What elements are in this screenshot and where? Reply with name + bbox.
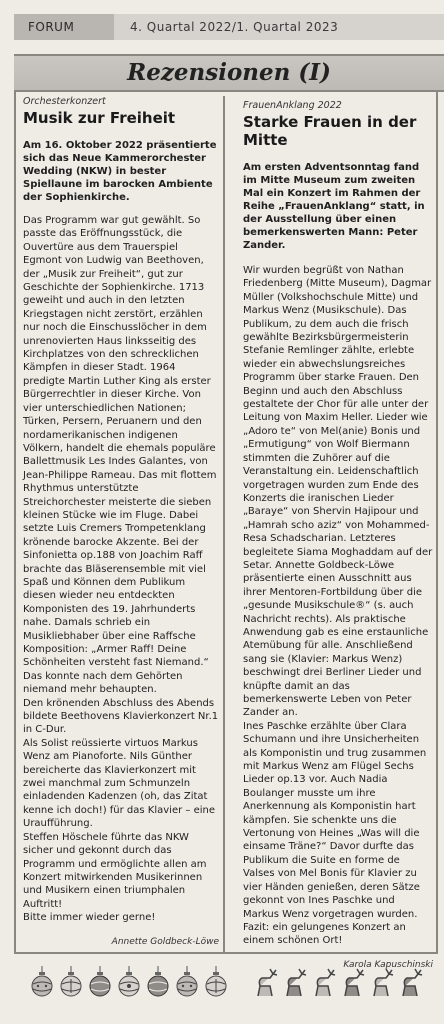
article-lead: Am ersten Adventsonntag fand im Mitte Museum zum zweiten Mal ein Konzert im Rahmen der Reihe „FrauenAnklang“ statt, in der Ausstellung über einen bemerkenswerten Mann: Peter Zander. xyxy=(243,162,425,251)
article-paragraph: Den krönenden Abschluss des Abends bildete Beethovens Klavierkonzert Nr.1 in C-Dur. xyxy=(23,697,219,736)
bauble-icon xyxy=(204,966,228,1000)
article-paragraph: Steffen Höschele führte das NKW sicher und gekonnt durch das Programm und ermöglichte allen am Konzert mitwirkenden Musikerinnen und Musikern einen triumphalen Auftritt! xyxy=(23,831,207,910)
page-header xyxy=(14,14,444,40)
bauble-icon xyxy=(88,966,112,1000)
column-divider xyxy=(223,96,225,954)
bauble-icon xyxy=(146,966,170,1000)
article-lead: Am 16. Oktober 2022 präsentierte sich das Neue Kammerorchester Wedding (NKW) in bester Spiellaune im barocken Ambiente der Sophienkirche. xyxy=(23,140,217,203)
article-paragraph: Wir wurden begrüßt von Nathan Friedenberg (Mitte Museum), Dagmar Müller (Volkshochschule Mitte) und Markus Wenz (Musikschule). Das Publikum, zu dem auch die frisch gewählte Bezirksbürgermeisterin Stefanie Remlinger zählte, erlebte wieder ein abwechslungsreiches Programm über starke Frauen. Den Beginn und auch den Abschluss gestaltete der Chor für alle unter der Leitung von Maxim Heller. Lieder wie „Adoro te“ von Mel(anie) Bonis und „Ermutigung“ von Wolf Biermann stimmten die Zuhörer auf die Veranstaltung ein. Leidenschaftlich vorgetragen wurden zum Ende des Konzerts die iranischen Lieder „Baraye“ von Shervin Hajipour und „Hamrah scho aziz“ von Mohammed-Resa Schadscharian. Letzteres begleitete Siama Moghaddam auf der Setar. Annette Goldbeck-Löwe präsentierte einen Ausschnitt aus ihrer Mentoren-Fortbildung über die „gesunde Musikschule®“ (s. auch Nachricht rechts). Als praktische Anwendung gab es eine erstaunliche Atemübung für alle. Anschließend sang sie (Klavier: Markus Wenz) beschwingt drei Berliner Lieder und knüpfte damit an das bemerkenswerte Leben von Peter Zander an. xyxy=(243,265,433,719)
article-author: Karola Kapuschinski xyxy=(343,959,433,970)
article-paragraph: Ines Paschke erzählte über Clara Schumann und ihre Unsicherheiten als Komponistin und trug zusammen mit Markus Wenz am Flügel Sechs Lieder op.13 vor. Auch Nadia Boulanger musste um ihre Anerkennung als Komponistin hart kämpfen. Sie schenkte uns die Vertonung von Heines „Was will die einsame Träne?“ Davor durfte das Publikum die Suite en forme de Valses von Mel Bonis für Klavier zu vier Händen genießen, deren Sätze gekonnt von Ines Paschke und Markus Wenz vorgetragen wurden. xyxy=(243,720,427,920)
article-body xyxy=(23,214,219,925)
right-article xyxy=(243,96,433,970)
article-paragraph: Bitte immer wieder gerne! xyxy=(23,912,156,924)
rubric-title-bar xyxy=(14,54,444,92)
article-headline: Starke Frauen in der Mitte xyxy=(243,113,417,149)
section-label: FORUM xyxy=(14,14,114,40)
bauble-icon xyxy=(30,966,54,1000)
reindeer-icon xyxy=(283,966,307,1000)
article-paragraph: Das Programm war gut gewählt. So passte das Eröffnungsstück, die Ouvertüre aus dem Trauerspiel Egmont von Ludwig van Beethoven, der „Musik zur Freiheit“, gut zur Geschichte der Sophienkirche. 1713 geweiht und auch in den letzten Kriegstagen nicht zerstört, erzählen nur noch die Einschusslöcher in dem unrenovierten Haus linksseitig des Kirchplatzes von den schrecklichen Kämpfen in dieser Stadt. 1964 predigte Martin Luther King als erster Bürgerrechtler in dieser Kirche. Von vier unterschiedlichen Nationen; Türken, Persern, Peruanern und den nordamerikanischen indigenen Völkern, handelt die ehemals populäre Ballettmusik Les Indes Galantes, von Jean-Philippe Rameau. Das mit flottem Rhythmus unterstützte Streichorchester meisterte die sieben kleinen Stücke wie im Fluge. Dabei setzte Luis Cremers Trompetenklang krönende barocke Akzente. Bei der Sinfonietta op.188 von Joachim Raff brachte das Bläserensemble mit viel Spaß und Können dem Publikum diesen wieder neu entdeckten Komponisten des 19. Jahrhunderts nahe. Damals schrieb ein Musikliebhaber über eine Raffsche Komposition: „Armer Raff! Deine Schönheiten versteht fast Niemand.“ Das konnte nach dem Gehörten niemand mehr behaupten. xyxy=(23,215,217,696)
reindeer-icon xyxy=(312,966,336,1000)
article-headline: Musik zur Freiheit xyxy=(23,109,176,127)
article-kicker: FrauenAnklang 2022 xyxy=(243,100,342,111)
reindeer-icon xyxy=(341,966,365,1000)
reindeer-icon xyxy=(399,966,423,1000)
reindeer-icon xyxy=(254,966,278,1000)
bauble-icon xyxy=(59,966,83,1000)
article-kicker: Orchesterkonzert xyxy=(23,96,106,107)
bauble-icon xyxy=(117,966,141,1000)
article-paragraph: Fazit: ein gelungenes Konzert an einem schönen Ort! xyxy=(243,921,406,947)
bauble-icon xyxy=(175,966,199,1000)
rubric-title: Rezensionen (I) xyxy=(127,59,331,86)
article-body xyxy=(243,264,433,948)
reindeer-icon xyxy=(370,966,394,1000)
article-author: Annette Goldbeck-Löwe xyxy=(111,936,219,947)
issue-label: 4. Quartal 2022/1. Quartal 2023 xyxy=(114,14,444,40)
article-paragraph: Als Solist reüssierte virtuos Markus Wenz am Pianoforte. Nils Günther bereicherte das Klavierkonzert mit zwei manchmal zum Schmunzeln einladenden Kadenzen (oh, das Zitat kenne ich doch!) für das Klavier – eine Uraufführung. xyxy=(23,737,215,830)
reindeer-ornament-row xyxy=(254,966,423,1000)
bauble-ornament-row xyxy=(30,966,228,1000)
left-article xyxy=(23,96,219,947)
